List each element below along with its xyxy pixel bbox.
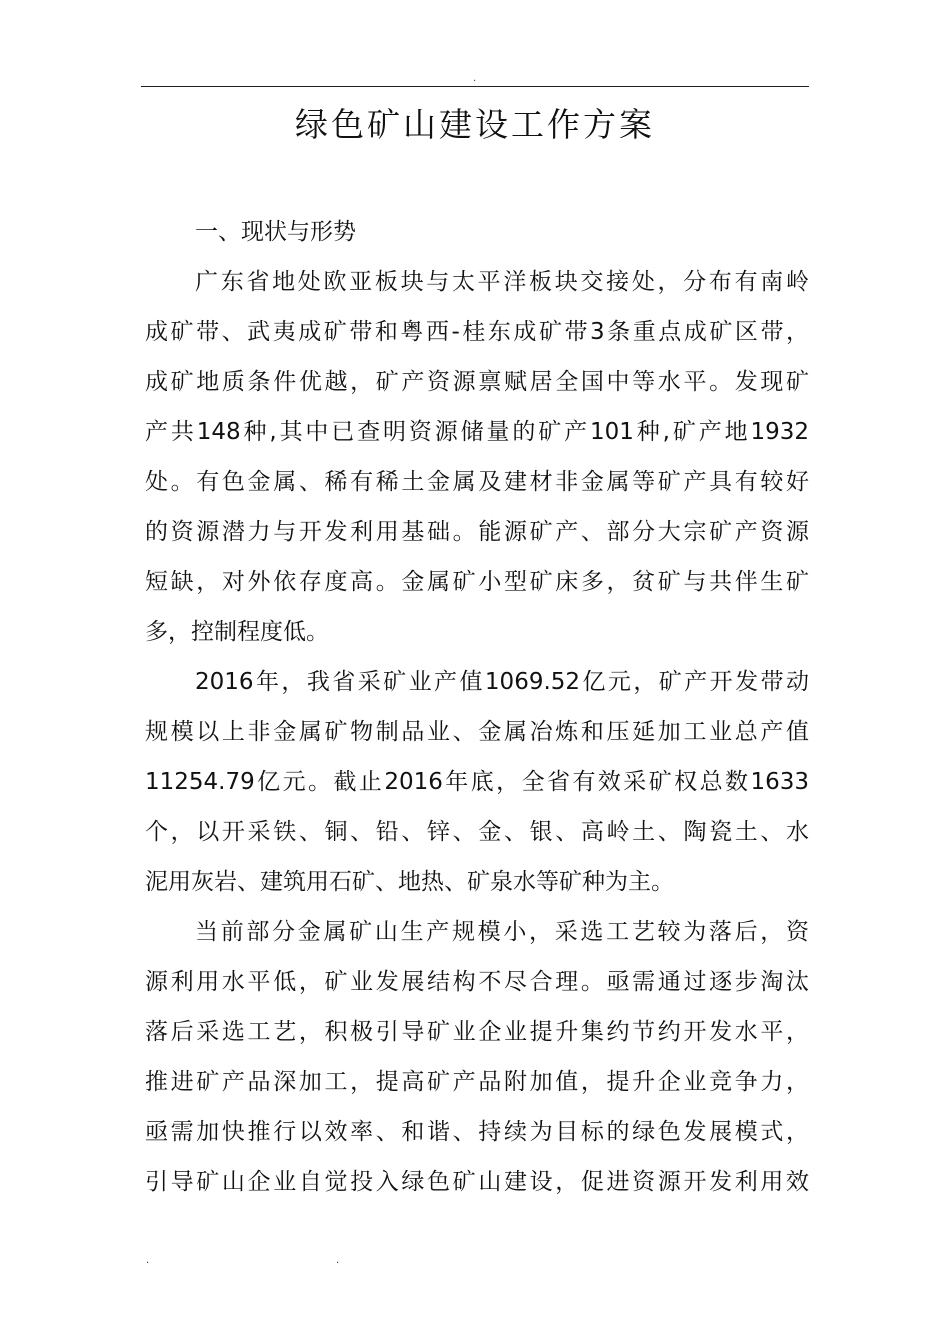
section-heading: 一、现状与形势 bbox=[195, 219, 356, 245]
document-title: 绿色矿山建设工作方案 bbox=[295, 105, 655, 144]
header-mark: . bbox=[473, 73, 477, 84]
paragraph-line: 短缺，对外依存度高。金属矿小型矿床多，贫矿与共伴生矿 bbox=[145, 569, 809, 595]
paragraph-line: 泥用灰岩、建筑用石矿、地热、矿泉水等矿种为主。 bbox=[145, 869, 674, 895]
paragraph-geology bbox=[145, 257, 809, 657]
paragraph-line: 广东省地处欧亚板块与太平洋板块交接处，分布有南岭 bbox=[195, 269, 809, 295]
paragraph-line: 规模以上非金属矿物制品业、金属冶炼和压延加工业总产值 bbox=[145, 719, 809, 745]
paragraph-line: 亟需加快推行以效率、和谐、持续为目标的绿色发展模式， bbox=[145, 1119, 809, 1145]
paragraph-line: 成矿带、武夷成矿带和粤西-桂东成矿带3条重点成矿区带， bbox=[145, 319, 809, 345]
paragraph-line: 源利用水平低，矿业发展结构不尽合理。亟需通过逐步淘汰 bbox=[145, 969, 809, 995]
paragraph-line: 成矿地质条件优越，矿产资源禀赋居全国中等水平。发现矿 bbox=[145, 369, 809, 395]
paragraph-line: 当前部分金属矿山生产规模小，采选工艺较为落后，资 bbox=[195, 919, 809, 945]
paragraph-output-2016 bbox=[145, 657, 809, 907]
header-rule bbox=[141, 86, 809, 87]
footer-mark-left: . bbox=[146, 1255, 150, 1266]
paragraph-line: 2016年，我省采矿业产值1069.52亿元，矿产开发带动 bbox=[195, 669, 809, 695]
paragraph-line: 推进矿产品深加工，提高矿产品附加值，提升企业竞争力， bbox=[145, 1069, 809, 1095]
paragraph-line: 引导矿山企业自觉投入绿色矿山建设，促进资源开发利用效 bbox=[145, 1169, 809, 1195]
footer-mark-right: . bbox=[336, 1255, 340, 1266]
paragraph-line: 个，以开采铁、铜、铅、锌、金、银、高岭土、陶瓷土、水 bbox=[145, 819, 809, 845]
document-body bbox=[145, 207, 809, 1207]
paragraph-line: 处。有色金属、稀有稀土金属及建材非金属等矿产具有较好 bbox=[145, 469, 809, 495]
paragraph-line: 11254.79亿元。截止2016年底，全省有效采矿权总数1633 bbox=[145, 769, 809, 795]
paragraph-line: 的资源潜力与开发利用基础。能源矿产、部分大宗矿产资源 bbox=[145, 519, 809, 545]
paragraph-line: 多，控制程度低。 bbox=[145, 619, 329, 645]
paragraph-current-issues bbox=[145, 907, 809, 1207]
paragraph-line: 落后采选工艺，积极引导矿业企业提升集约节约开发水平， bbox=[145, 1019, 809, 1045]
paragraph-line: 产共148种,其中已查明资源储量的矿产101种,矿产地1932 bbox=[145, 419, 809, 445]
